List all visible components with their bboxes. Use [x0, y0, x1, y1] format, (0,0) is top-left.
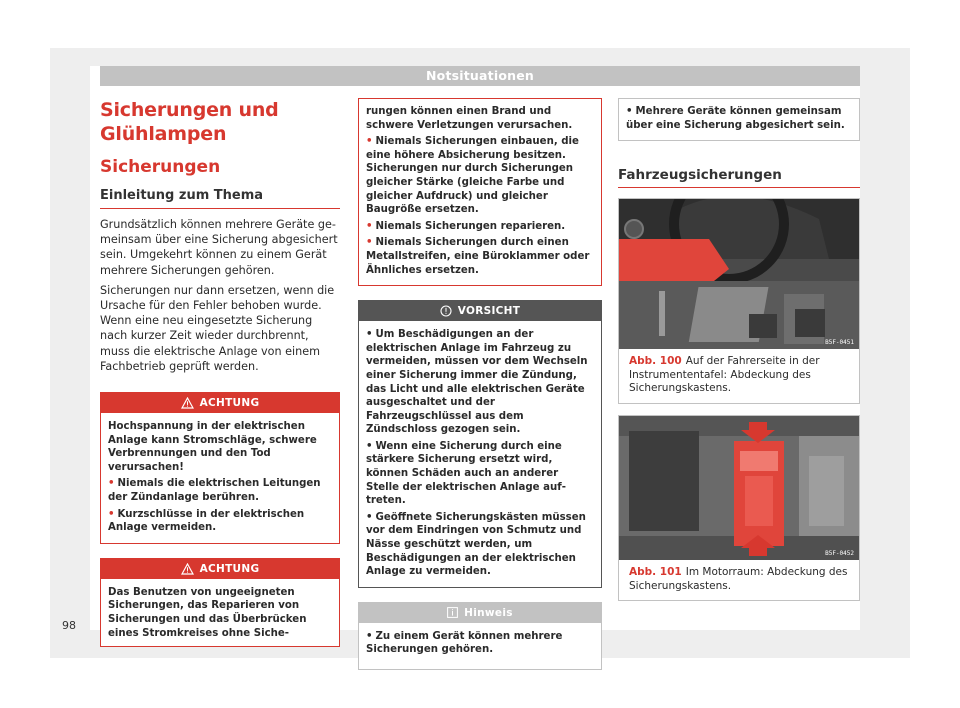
caution-label: VORSICHT [457, 305, 521, 318]
warning-cont-intro: rungen können einen Brand und schwere Verletzungen verursachen. [366, 106, 573, 131]
caution-box [358, 300, 602, 588]
list-item: • Geöffnete Sicherungskästen müssen vor dem Eindringen von Schmutz und Nässe geschützt werden, um Beschädigungen an der elektrischen Anlage zu vermeiden. [366, 511, 586, 578]
warning-header [101, 393, 339, 413]
warning-label: ACHTUNG [199, 562, 260, 575]
warning-box [100, 558, 340, 647]
image-code: B5F-0451 [825, 339, 854, 347]
warning-intro: Das Benutzen von ungeeigneten Sicherungen, das Reparieren von Sicherungen und das Überbrücken eines Stromkreises ohne Siche- [108, 586, 307, 639]
column-2 [358, 98, 602, 670]
figure-101 [618, 415, 860, 601]
figure-100 [618, 198, 860, 404]
chapter-title: Sicherungen und Glühlampen [100, 99, 279, 145]
caution-header [359, 301, 601, 321]
note-label: Hinweis [464, 606, 513, 619]
list-item: • Niemals Sicherungen reparieren. [366, 220, 566, 232]
warning-triangle-icon [181, 563, 194, 575]
paragraph: Grundsätzlich können mehrere Geräte gemeinsam über eine Sicherung abgesichert sein. Umgekehrt können zu einem Gerät mehrere Sicherungen gehören. [100, 218, 338, 277]
list-item: • Niemals Sicherungen einbauen, die eine höhere Absicherung besitzen. Sicherungen nur durch Sicherungen gleicher Stärke (gleiche Farbe und gleicher Aufdruck) und gleicher Baugröße ersetzen. [366, 136, 579, 216]
note-box-continued [618, 98, 860, 141]
list-item: • Kurzschlüsse in der elektrischen Anlage vermeiden. [108, 508, 305, 534]
chapter-header: Notsituationen [100, 66, 860, 86]
figure-label: Abb. 101 [629, 565, 682, 578]
list-item: • Zu einem Gerät können mehrere Sicherungen gehören. [366, 630, 563, 656]
info-circle-icon [440, 305, 452, 317]
warning-intro: Hochspannung in der elektrischen Anlage kann Stromschläge, schwere Verbrennungen und den Tod verursachen! [108, 421, 317, 473]
subsection-title: Einleitung zum Thema [100, 188, 340, 209]
list-item: • Mehrere Geräte können gemeinsam über eine Sicherung abgesichert sein. [626, 106, 845, 131]
note-icon [447, 607, 458, 618]
caption-text: Im Motorraum: Abdeckung des Sicherungskastens. [629, 565, 848, 592]
warning-box [100, 392, 340, 544]
page-number: 98 [62, 619, 76, 632]
list-item: • Wenn eine Sicherung durch eine stärkere Sicherung ersetzt wird, können Schäden auch an anderer Stelle der elektrischen Anlage auftreten. [366, 440, 566, 507]
column-3 [618, 98, 860, 601]
column-1 [100, 98, 340, 647]
warning-box-continued [358, 98, 602, 286]
warning-header [101, 559, 339, 579]
engine-bay-illustration [619, 416, 859, 560]
caption-text: Auf der Fahrerseite in der Instrumententafel: Abdeckung des Sicherungskastens. [629, 355, 820, 395]
figure-label: Abb. 100 [629, 355, 682, 368]
warning-label: ACHTUNG [199, 397, 260, 410]
list-item: • Niemals Sicherungen durch einen Metallstreifen, eine Büroklammer oder Ähnliches ersetzen. [366, 237, 590, 276]
section-title: Sicherungen [100, 157, 221, 177]
list-item: • Um Beschädigungen an der elektrischen Anlage im Fahrzeug zu vermeiden, müssen vor dem Wechseln einer Sicherung immer die Zündung, das Licht und alle elektrischen Geräte ausgeschaltet und der Fahrzeugschlüssel aus dem Zündschloss gezogen sein. [366, 329, 588, 436]
section-title: Fahrzeugsicherungen [618, 167, 860, 188]
note-box [358, 602, 602, 670]
figure-caption [619, 349, 859, 403]
intro-text [100, 217, 340, 374]
fuse-cover-dashboard-image [619, 199, 859, 349]
image-code: B5F-0452 [825, 549, 854, 557]
paragraph: Sicherungen nur dann ersetzen, wenn die Ursache für den Fehler behoben wurde. Wenn eine neu eingesetzte Sicherung nach kurzer Zeit wieder durchbrennt, muss die elektrische Anlage von einem Fachbetrieb geprüft werden. [100, 283, 335, 373]
note-header [359, 603, 601, 623]
dashboard-illustration [619, 199, 859, 349]
fuse-cover-engine-image [619, 416, 859, 560]
figure-caption [619, 560, 859, 600]
warning-triangle-icon [181, 397, 194, 409]
list-item: • Niemals die elektrischen Leitungen der Zündanlage berühren. [108, 478, 321, 503]
